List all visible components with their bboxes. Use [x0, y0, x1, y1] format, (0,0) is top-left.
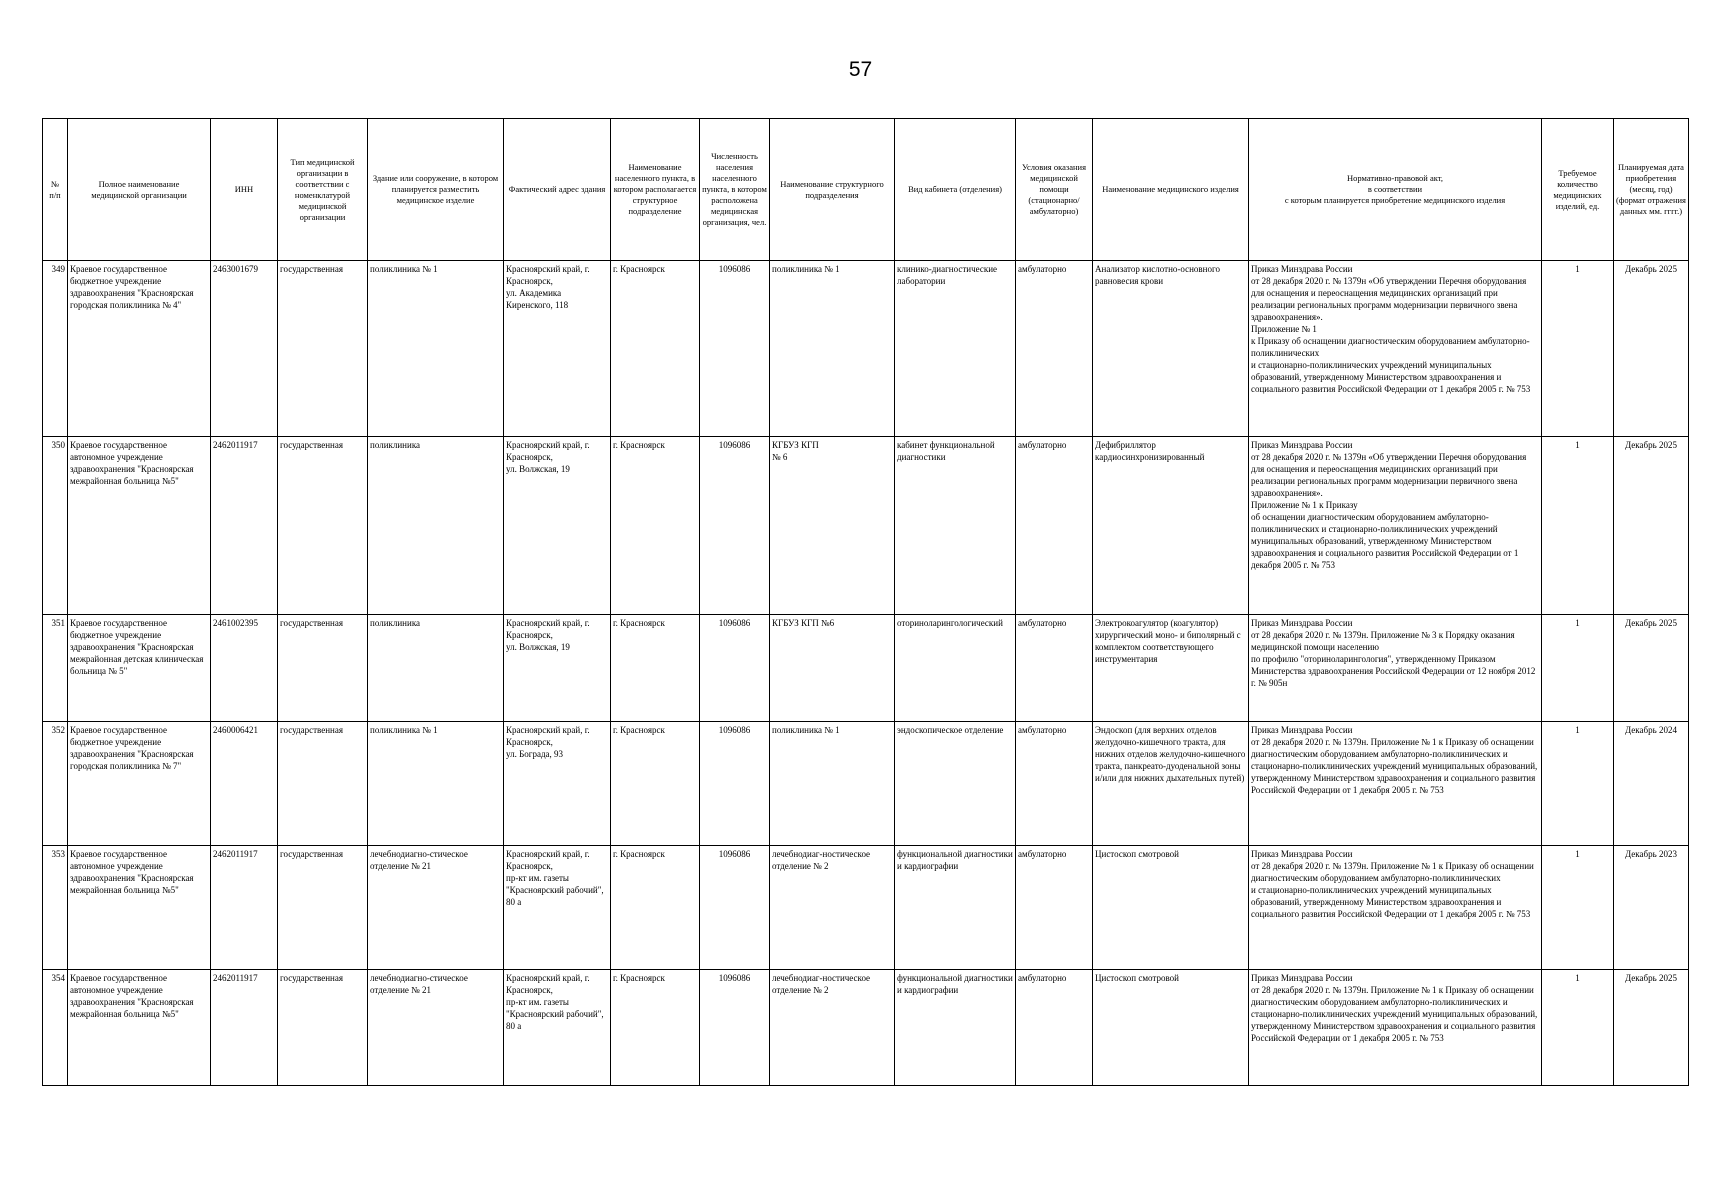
- row-qty: 1: [1542, 846, 1614, 970]
- row-date: Декабрь 2023: [1614, 846, 1689, 970]
- row-cabinet: функциональной диагностики и кардиографии: [895, 970, 1016, 1086]
- row-inn: 2460006421: [211, 722, 278, 846]
- row-qty: 1: [1542, 261, 1614, 437]
- row-inn: 2462011917: [211, 970, 278, 1086]
- row-conditions: амбулаторно: [1016, 437, 1093, 615]
- row-org: Краевое государственное автономное учреждение здравоохранения "Красноярская межрайонная больница №5": [68, 437, 211, 615]
- row-unit: КГБУЗ КГП №6: [770, 615, 895, 722]
- row-type: государственная: [278, 261, 368, 437]
- row-cabinet: оториноларингологический: [895, 615, 1016, 722]
- header-type: Тип медицинской организации в соответствии с номенклатурой медицинской организации: [278, 119, 368, 261]
- row-building: лечебнодиагно-стическое отделение № 21: [368, 846, 504, 970]
- row-qty: 1: [1542, 722, 1614, 846]
- row-qty: 1: [1542, 615, 1614, 722]
- row-date: Декабрь 2025: [1614, 970, 1689, 1086]
- row-building: поликлиника № 1: [368, 261, 504, 437]
- row-unit: лечебнодиаг-ностическое отделение № 2: [770, 846, 895, 970]
- header-date: Планируемая дата приобретения (месяц, год) (формат отражения данных мм. гггг.): [1614, 119, 1689, 261]
- row-qty: 1: [1542, 437, 1614, 615]
- row-org: Краевое государственное автономное учреждение здравоохранения "Красноярская межрайонная больница №5": [68, 970, 211, 1086]
- row-settlement: г. Красноярск: [611, 615, 700, 722]
- header-population: Численность населения населенного пункта, в котором расположена медицинская организация, чел.: [700, 119, 770, 261]
- table-row: [43, 846, 1689, 970]
- table-row: [43, 970, 1689, 1086]
- row-act: Приказ Минздрава России от 28 декабря 2020 г. № 1379н. Приложение № 1 к Приказу об оснащении диагностическим оборудованием амбулаторно-поликлинических и стационарно-поликлинических учреждений муниципальных образований, утвержденному Министерством здравоохранения и социального развития Российской Федерации от 1 декабря 2005 г. № 753: [1249, 846, 1542, 970]
- row-num: 349: [43, 261, 68, 437]
- header-device: Наименование медицинского изделия: [1093, 119, 1249, 261]
- row-population: 1096086: [700, 722, 770, 846]
- row-qty: 1: [1542, 970, 1614, 1086]
- row-unit: поликлиника № 1: [770, 722, 895, 846]
- row-settlement: г. Красноярск: [611, 970, 700, 1086]
- row-address: Красноярский край, г. Красноярск, пр-кт им. газеты "Красноярский рабочий", 80 а: [504, 846, 611, 970]
- row-building: поликлиника № 1: [368, 722, 504, 846]
- table-row: [43, 437, 1689, 615]
- row-unit: КГБУЗ КГП № 6: [770, 437, 895, 615]
- row-conditions: амбулаторно: [1016, 615, 1093, 722]
- row-device: Анализатор кислотно-основного равновесия крови: [1093, 261, 1249, 437]
- row-date: Декабрь 2025: [1614, 615, 1689, 722]
- header-settlement: Наименование населенного пункта, в котором располагается структурное подразделение: [611, 119, 700, 261]
- row-act: Приказ Минздрава России от 28 декабря 2020 г. № 1379н. Приложение № 3 к Порядку оказания медицинской помощи населению по профилю "оториноларингология", утвержденному Приказом Министерства здравоохранения Российской Федерации от 12 ноября 2012 г. № 905н: [1249, 615, 1542, 722]
- header-qty: Требуемое количество медицинских изделий, ед.: [1542, 119, 1614, 261]
- row-device: Эндоскоп (для верхних отделов желудочно-кишечного тракта, для нижних отделов желудочно-кишечного тракта, панкреато-дуоденальной зоны и/или для нижних дыхательных путей): [1093, 722, 1249, 846]
- row-date: Декабрь 2025: [1614, 437, 1689, 615]
- row-num: 354: [43, 970, 68, 1086]
- row-conditions: амбулаторно: [1016, 261, 1093, 437]
- row-num: 353: [43, 846, 68, 970]
- row-org: Краевое государственное автономное учреждение здравоохранения "Красноярская межрайонная больница №5": [68, 846, 211, 970]
- page-number: 57: [848, 58, 873, 81]
- header-num: № п/п: [43, 119, 68, 261]
- table-row: [43, 722, 1689, 846]
- header-unit: Наименование структурного подразделения: [770, 119, 895, 261]
- row-address: Красноярский край, г. Красноярск, ул. Волжская, 19: [504, 615, 611, 722]
- row-act: Приказ Минздрава России от 28 декабря 2020 г. № 1379н «Об утверждении Перечня оборудования для оснащения и переоснащения медицинских организаций при реализации региональных программ модернизации первичного звена здравоохранения». Приложение № 1 к Приказу об оснащении диагностическим оборудованием амбулаторно-поликлинических и стационарно-поликлинических учреждений муниципальных образований, утвержденному Министерством здравоохранения и социального развития Российской Федерации от 1 декабря 2005 г. № 753: [1249, 261, 1542, 437]
- row-building: поликлиника: [368, 615, 504, 722]
- row-settlement: г. Красноярск: [611, 261, 700, 437]
- table-header-row: [43, 119, 1689, 261]
- row-num: 350: [43, 437, 68, 615]
- row-type: государственная: [278, 970, 368, 1086]
- row-unit: лечебнодиаг-ностическое отделение № 2: [770, 970, 895, 1086]
- row-cabinet: функциональной диагностики и кардиографии: [895, 846, 1016, 970]
- row-cabinet: кабинет функциональной диагностики: [895, 437, 1016, 615]
- row-building: поликлиника: [368, 437, 504, 615]
- row-type: государственная: [278, 615, 368, 722]
- row-population: 1096086: [700, 970, 770, 1086]
- row-conditions: амбулаторно: [1016, 722, 1093, 846]
- row-address: Красноярский край, г. Красноярск, ул. Волжская, 19: [504, 437, 611, 615]
- table-row: [43, 615, 1689, 722]
- header-building: Здание или сооружение, в котором планируется разместить медицинское изделие: [368, 119, 504, 261]
- row-date: Декабрь 2024: [1614, 722, 1689, 846]
- row-device: Электрокоагулятор (коагулятор) хирургический моно- и биполярный с комплектом соответствующего инструментария: [1093, 615, 1249, 722]
- row-address: Красноярский край, г. Красноярск, ул. Академика Киренского, 118: [504, 261, 611, 437]
- header-act: Нормативно-правовой акт, в соответствии с которым планируется приобретение медицинского изделия: [1249, 119, 1542, 261]
- row-population: 1096086: [700, 261, 770, 437]
- row-device: Дефибриллятор кардиосинхронизированный: [1093, 437, 1249, 615]
- row-type: государственная: [278, 846, 368, 970]
- row-type: государственная: [278, 437, 368, 615]
- row-inn: 2461002395: [211, 615, 278, 722]
- row-inn: 2463001679: [211, 261, 278, 437]
- row-conditions: амбулаторно: [1016, 846, 1093, 970]
- row-act: Приказ Минздрава России от 28 декабря 2020 г. № 1379н. Приложение № 1 к Приказу об оснащении диагностическим оборудованием амбулаторно-поликлинических и стационарно-поликлинических учреждений муниципальных образований, утвержденному Министерством здравоохранения и социального развития Российской Федерации от 1 декабря 2005 г. № 753: [1249, 970, 1542, 1086]
- row-address: Красноярский край, г. Красноярск, ул. Бограда, 93: [504, 722, 611, 846]
- row-org: Краевое государственное бюджетное учреждение здравоохранения "Красноярская городская поликлиника № 4": [68, 261, 211, 437]
- row-num: 352: [43, 722, 68, 846]
- header-inn: ИНН: [211, 119, 278, 261]
- row-address: Красноярский край, г. Красноярск, пр-кт им. газеты "Красноярский рабочий", 80 а: [504, 970, 611, 1086]
- row-population: 1096086: [700, 615, 770, 722]
- row-settlement: г. Красноярск: [611, 437, 700, 615]
- row-act: Приказ Минздрава России от 28 декабря 2020 г. № 1379н. Приложение № 1 к Приказу об оснащении диагностическим оборудованием амбулаторно-поликлинических и стационарно-поликлинических учреждений муниципальных образований, утвержденному Министерством здравоохранения и социального развития Российской Федерации от 1 декабря 2005 г. № 753: [1249, 722, 1542, 846]
- table-row: [43, 261, 1689, 437]
- header-cabinet: Вид кабинета (отделения): [895, 119, 1016, 261]
- row-type: государственная: [278, 722, 368, 846]
- row-unit: поликлиника № 1: [770, 261, 895, 437]
- row-conditions: амбулаторно: [1016, 970, 1093, 1086]
- header-address: Фактический адрес здания: [504, 119, 611, 261]
- row-inn: 2462011917: [211, 437, 278, 615]
- row-population: 1096086: [700, 437, 770, 615]
- row-date: Декабрь 2025: [1614, 261, 1689, 437]
- row-org: Краевое государственное бюджетное учреждение здравоохранения "Красноярская межрайонная детская клиническая больница № 5": [68, 615, 211, 722]
- row-device: Цистоскоп смотровой: [1093, 970, 1249, 1086]
- header-org: Полное наименование медицинской организации: [68, 119, 211, 261]
- row-device: Цистоскоп смотровой: [1093, 846, 1249, 970]
- row-building: лечебнодиагно-стическое отделение № 21: [368, 970, 504, 1086]
- row-inn: 2462011917: [211, 846, 278, 970]
- equipment-registry-table: [42, 118, 1689, 1086]
- row-cabinet: клинико-диагностические лаборатории: [895, 261, 1016, 437]
- row-cabinet: эндоскопическое отделение: [895, 722, 1016, 846]
- row-population: 1096086: [700, 846, 770, 970]
- row-act: Приказ Минздрава России от 28 декабря 2020 г. № 1379н «Об утверждении Перечня оборудования для оснащения и переоснащения медицинских организаций при реализации региональных программ модернизации первичного звена здравоохранения». Приложение № 1 к Приказу об оснащении диагностическим оборудованием амбулаторно-поликлинических и стационарно-поликлинических учреждений муниципальных образований, утвержденному Министерством здравоохранения и социального развития Российской Федерации от 1 декабря 2005 г. № 753: [1249, 437, 1542, 615]
- header-conditions: Условия оказания медицинской помощи (стационарно/ амбулаторно): [1016, 119, 1093, 261]
- row-settlement: г. Красноярск: [611, 846, 700, 970]
- row-settlement: г. Красноярск: [611, 722, 700, 846]
- row-org: Краевое государственное бюджетное учреждение здравоохранения "Красноярская городская поликлиника № 7": [68, 722, 211, 846]
- row-num: 351: [43, 615, 68, 722]
